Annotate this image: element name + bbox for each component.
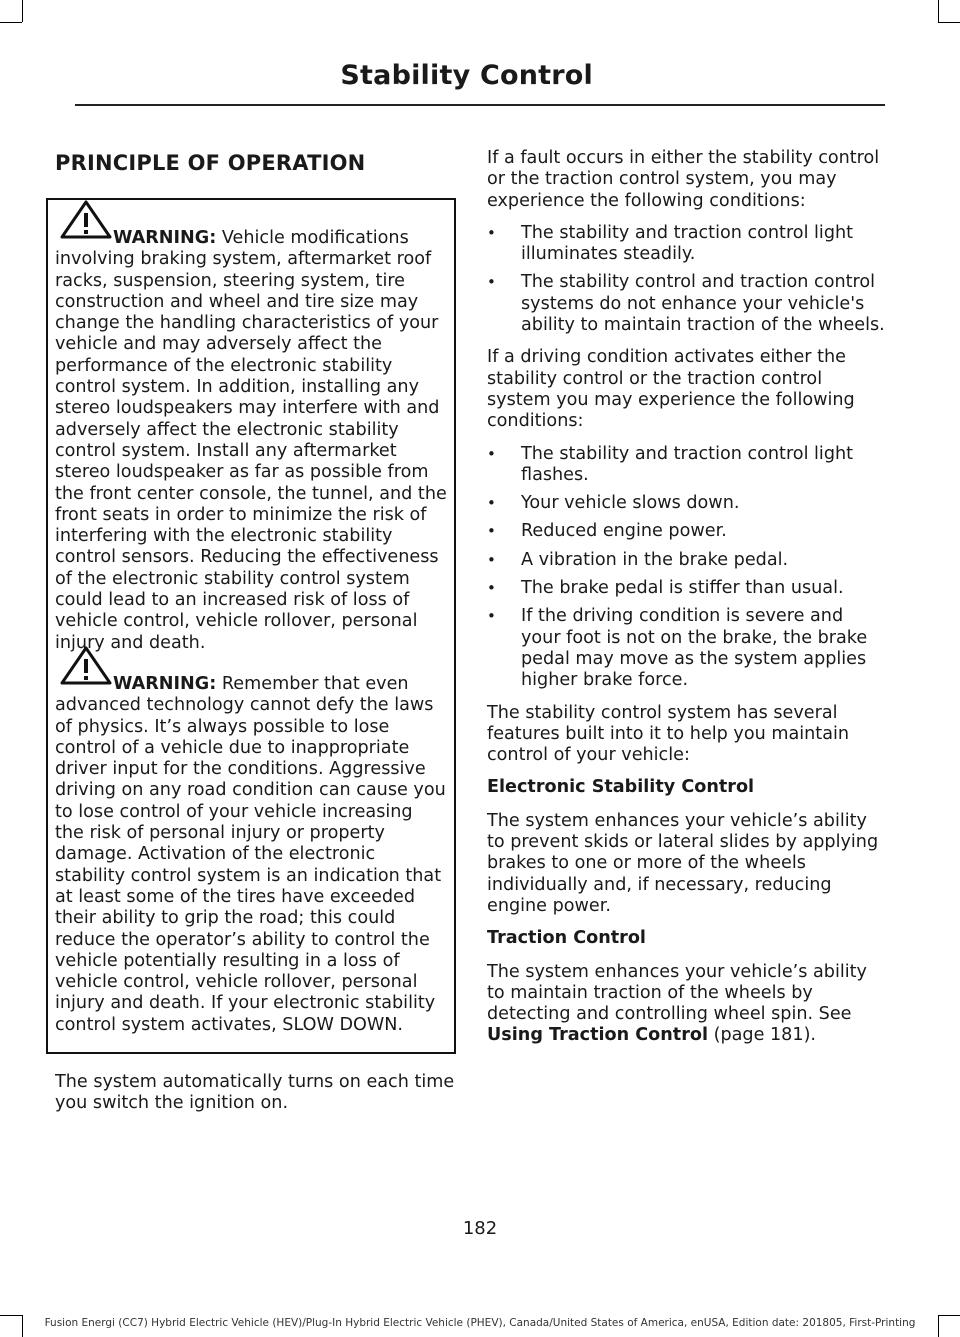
crop-mark <box>0 22 22 23</box>
list-item: • Reduced engine power. <box>487 521 887 542</box>
footer-text: Fusion Energi (CC7) Hybrid Electric Vehicle (HEV)/Plug-In Hybrid Electric Vehicle (PHEV), Canada/United States of America, enUSA, Edition date: 201805, First-Printing <box>44 1317 916 1329</box>
warning-triangle-icon <box>59 646 113 686</box>
fault-list <box>487 223 887 336</box>
list-item: • The brake pedal is stiffer than usual. <box>487 578 887 599</box>
list-item: • The stability and traction control light illuminates steadily. <box>487 223 887 266</box>
list-item: • If the driving condition is severe and your foot is not on the brake, the brake pedal may move as the system applies higher brake force. <box>487 606 887 691</box>
list-item: • A vibration in the brake pedal. <box>487 550 887 571</box>
crop-mark <box>22 0 23 22</box>
body-paragraph: The system automatically turns on each time you switch the ignition on. <box>55 1071 455 1114</box>
subsection-heading: Traction Control <box>487 928 646 949</box>
warning-paragraph <box>55 228 447 654</box>
list-item: • The stability and traction control light flashes. <box>487 444 887 487</box>
paragraph-text: The system enhances your vehicle’s ability to maintain traction of the wheels by detecting and controlling wheel spin. See <box>487 961 867 1025</box>
page-title: Stability Control <box>340 60 593 91</box>
page-number: 182 <box>462 1218 498 1239</box>
crop-mark <box>938 22 960 23</box>
body-paragraph: The system enhances your vehicle’s ability to prevent skids or lateral slides by applying brakes to one or more of the wheels individually and, if necessary, reducing engine power. <box>487 810 879 916</box>
crop-mark <box>938 1315 960 1316</box>
page-reference: (page 181). <box>708 1025 817 1046</box>
warning-triangle-icon <box>59 200 113 240</box>
body-paragraph: If a fault occurs in either the stability control or the traction control system, you may experience the following conditions: <box>487 148 880 211</box>
cross-reference-link[interactable]: Using Traction Control <box>487 1025 708 1046</box>
warning-text: Remember that even advanced technology cannot defy the laws of physics. It’s always possible to lose control of a vehicle due to inappropriate driver input for the conditions. Aggressive driving on any road condition can cause you to lose control of your vehicle increasing the risk of personal injury or property damage. Activation of the electronic stability control system is an indication that at least some of the tires have exceeded their ability to grip the road; this could reduce the operator’s ability to control the vehicle potentially resulting in a loss of vehicle control, vehicle rollover, personal injury and death. If your electronic stability control system activates, SLOW DOWN. <box>55 673 446 1035</box>
body-paragraph: If a driving condition activates either the stability control or the traction control system you may experience the following conditions: <box>487 347 855 432</box>
right-column <box>487 148 887 1058</box>
subsection-heading: Electronic Stability Control <box>487 777 755 798</box>
warning-box <box>46 198 456 1054</box>
warning-label: WARNING: <box>113 228 217 248</box>
activation-list <box>487 444 887 692</box>
crop-mark <box>938 0 939 22</box>
crop-mark <box>0 1315 22 1316</box>
warning-paragraph <box>55 674 447 1036</box>
header-divider <box>75 104 885 106</box>
body-paragraph <box>487 962 887 1047</box>
list-item: • The stability control and traction control systems do not enhance your vehicle's ability to maintain traction of the wheels. <box>487 272 887 336</box>
left-column <box>46 150 456 1115</box>
list-item: • Your vehicle slows down. <box>487 493 887 514</box>
body-paragraph: The stability control system has several features built into it to help you maintain control of your vehicle: <box>487 702 850 766</box>
warning-label: WARNING: <box>113 673 217 694</box>
section-heading: PRINCIPLE OF OPERATION <box>55 151 366 175</box>
warning-text: Vehicle modifications involving braking system, aftermarket roof racks, suspension, steering system, tire construction and wheel and tire size may change the handling characteristics of your vehicle and may adversely affect the performance of the electronic stability control system. In addition, installing any stereo loudspeakers may interfere with and adversely affect the electronic stability control system. Install any aftermarket stereo loudspeaker as far as possible from the front center console, the tunnel, and the front seats in order to minimize the risk of interfering with the electronic stability control sensors. Reducing the effectiveness of the electronic stability control system could lead to an increased risk of loss of vehicle control, vehicle rollover, personal injury and death. <box>55 228 447 653</box>
